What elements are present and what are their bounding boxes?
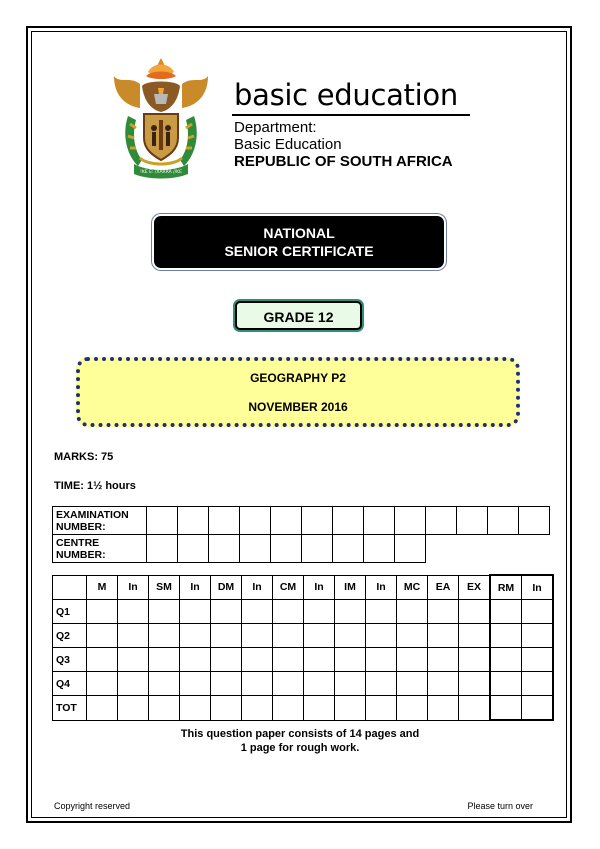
- footer-turn-over: Please turn over: [467, 801, 533, 811]
- table-row: [53, 624, 554, 648]
- table-row: [53, 600, 554, 624]
- page-count-note: [0, 727, 600, 755]
- row-label: Q4: [53, 672, 87, 696]
- subject-name: GEOGRAPHY P2: [250, 371, 346, 385]
- exam-number-box[interactable]: [302, 507, 333, 535]
- exam-number-box[interactable]: [178, 507, 209, 535]
- col-header: M: [87, 575, 118, 600]
- centre-number-box[interactable]: [209, 535, 240, 563]
- exam-number-box[interactable]: [271, 507, 302, 535]
- exam-number-box[interactable]: [488, 507, 519, 535]
- page-count-line2: 1 page for rough work.: [240, 742, 360, 754]
- col-header: In: [180, 575, 211, 600]
- certificate-line2: SENIOR CERTIFICATE: [224, 243, 374, 259]
- exam-number-box[interactable]: [240, 507, 271, 535]
- coat-of-arms-motto: !KE E: /XARRA //KE: [140, 170, 182, 175]
- exam-number-box[interactable]: [364, 507, 395, 535]
- exam-session: NOVEMBER 2016: [248, 400, 348, 414]
- centre-number-box[interactable]: [178, 535, 209, 563]
- marks-total: MARKS: 75: [54, 451, 114, 463]
- centre-number-box[interactable]: [147, 535, 178, 563]
- centre-number-box[interactable]: [271, 535, 302, 563]
- exam-number-box[interactable]: [426, 507, 457, 535]
- exam-number-box[interactable]: [519, 507, 550, 535]
- row-label: TOT: [53, 696, 87, 721]
- country-name: REPUBLIC OF SOUTH AFRICA: [234, 153, 453, 170]
- exam-number-box[interactable]: [333, 507, 364, 535]
- col-header: SM: [149, 575, 180, 600]
- row-label: Q3: [53, 648, 87, 672]
- exam-number-box[interactable]: [147, 507, 178, 535]
- col-header: In: [304, 575, 335, 600]
- centre-number-box[interactable]: [240, 535, 271, 563]
- candidate-number-table: [52, 506, 550, 563]
- col-header: In: [366, 575, 397, 600]
- exam-number-box[interactable]: [395, 507, 426, 535]
- centre-number-label: CENTRE NUMBER:: [53, 535, 147, 563]
- page-count-line1: This question paper consists of 14 pages and: [180, 728, 420, 740]
- col-header: In: [242, 575, 273, 600]
- col-header: EX: [459, 575, 491, 600]
- marks-header-row: [53, 575, 554, 600]
- row-label: Q1: [53, 600, 87, 624]
- table-row: [53, 648, 554, 672]
- department-block: [234, 119, 453, 170]
- grade-badge: GRADE 12: [235, 301, 362, 330]
- col-header: RM: [490, 575, 522, 600]
- col-header: In: [522, 575, 554, 600]
- centre-number-row: [53, 535, 550, 563]
- certificate-line1: NATIONAL: [263, 225, 335, 241]
- certificate-banner: [154, 216, 444, 268]
- col-header: EA: [428, 575, 459, 600]
- centre-number-box[interactable]: [333, 535, 364, 563]
- department-label: Department:: [234, 119, 317, 136]
- footer-copyright: Copyright reserved: [54, 801, 131, 811]
- centre-number-box[interactable]: [302, 535, 333, 563]
- col-header: MC: [397, 575, 428, 600]
- department-name: Basic Education: [234, 136, 342, 153]
- col-header: DM: [211, 575, 242, 600]
- exam-number-box[interactable]: [209, 507, 240, 535]
- col-header: In: [118, 575, 149, 600]
- exam-number-box[interactable]: [457, 507, 488, 535]
- exam-number-label: EXAMINATION NUMBER:: [53, 507, 147, 535]
- brand-name: basic education: [234, 78, 458, 112]
- col-header: IM: [335, 575, 366, 600]
- centre-number-box[interactable]: [364, 535, 395, 563]
- coat-of-arms-logo: [108, 54, 214, 180]
- row-label: Q2: [53, 624, 87, 648]
- subject-box: [76, 357, 520, 427]
- table-row: [53, 672, 554, 696]
- brand-underline: [232, 114, 470, 116]
- col-header: CM: [273, 575, 304, 600]
- marks-table: [52, 574, 554, 721]
- centre-number-box[interactable]: [395, 535, 426, 563]
- time-allowed: TIME: 1½ hours: [54, 480, 136, 492]
- exam-number-row: [53, 507, 550, 535]
- table-row: [53, 696, 554, 721]
